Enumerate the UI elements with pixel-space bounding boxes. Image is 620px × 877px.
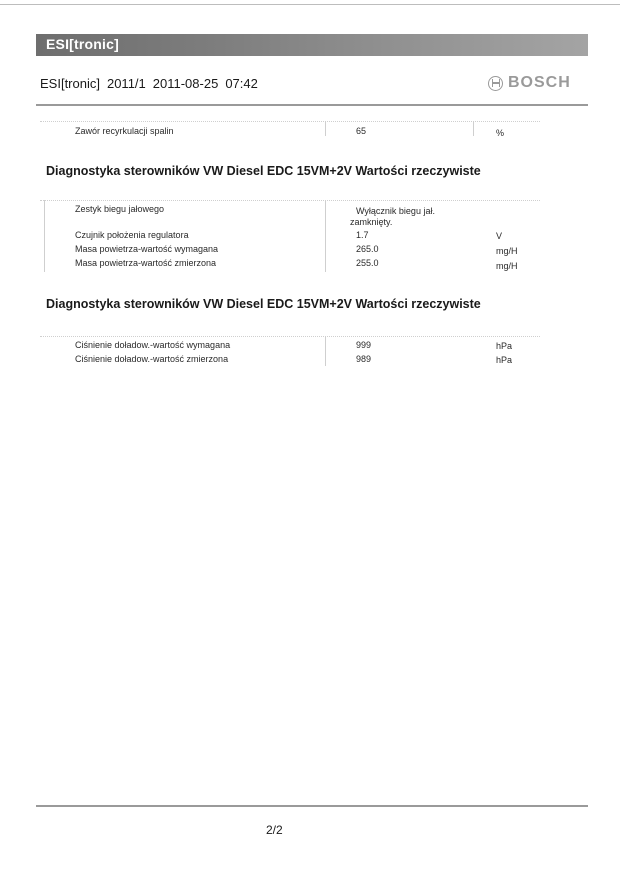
value-reading: 999 [356, 340, 372, 350]
column-divider [44, 200, 45, 272]
section-title: Diagnostyka sterowników VW Diesel EDC 15VM+2V Wartości rzeczywiste [46, 297, 481, 311]
value-reading: 1.7 [356, 230, 369, 240]
column-divider [325, 122, 326, 136]
row-guide [40, 200, 540, 201]
column-divider [325, 200, 326, 272]
product-version: 2011/1 [106, 76, 146, 91]
value-unit: mg/H [496, 246, 518, 256]
value-name: Ciśnienie doładow.-wartość zmierzona [75, 354, 229, 364]
product-name: ESI[tronic] [40, 76, 100, 91]
value-unit: % [496, 128, 505, 138]
value-reading: Wyłącznik biegu jał. [356, 206, 435, 216]
value-reading: 265.0 [356, 244, 379, 254]
report-time: 07:42 [225, 76, 258, 91]
row-guide [40, 121, 540, 122]
value-unit: mg/H [496, 261, 518, 271]
value-reading: 65 [356, 126, 367, 136]
esitronic-banner [36, 34, 588, 56]
value-name: Masa powietrza-wartość wymagana [75, 244, 219, 254]
value-name: Zestyk biegu jałowego [75, 204, 165, 214]
value-name: Zawór recyrkulacji spalin [75, 126, 174, 136]
value-unit: hPa [496, 355, 513, 365]
brand-name: BOSCH [508, 74, 571, 91]
page-number: 2/2 [266, 823, 283, 837]
value-name: Czujnik położenia regulatora [75, 230, 189, 240]
bosch-logo [488, 74, 571, 92]
column-divider [473, 122, 474, 136]
value-reading: 989 [356, 354, 372, 364]
column-divider [325, 336, 326, 366]
footer-rule [36, 805, 588, 807]
row-guide [40, 336, 540, 337]
banner-label: ESI[tronic] [46, 36, 119, 52]
value-reading-continued: zamknięty. [350, 217, 393, 227]
value-name: Ciśnienie doładow.-wartość wymagana [75, 340, 231, 350]
value-name: Masa powietrza-wartość zmierzona [75, 258, 217, 268]
value-unit: V [496, 231, 503, 241]
report-date: 2011-08-25 [152, 76, 219, 91]
top-rule [0, 4, 620, 5]
bosch-armature-icon [488, 76, 503, 91]
value-reading: 255.0 [356, 258, 379, 268]
value-unit: hPa [496, 341, 513, 351]
header-rule [36, 104, 588, 106]
report-header [40, 76, 265, 91]
section-title: Diagnostyka sterowników VW Diesel EDC 15VM+2V Wartości rzeczywiste [46, 164, 481, 178]
